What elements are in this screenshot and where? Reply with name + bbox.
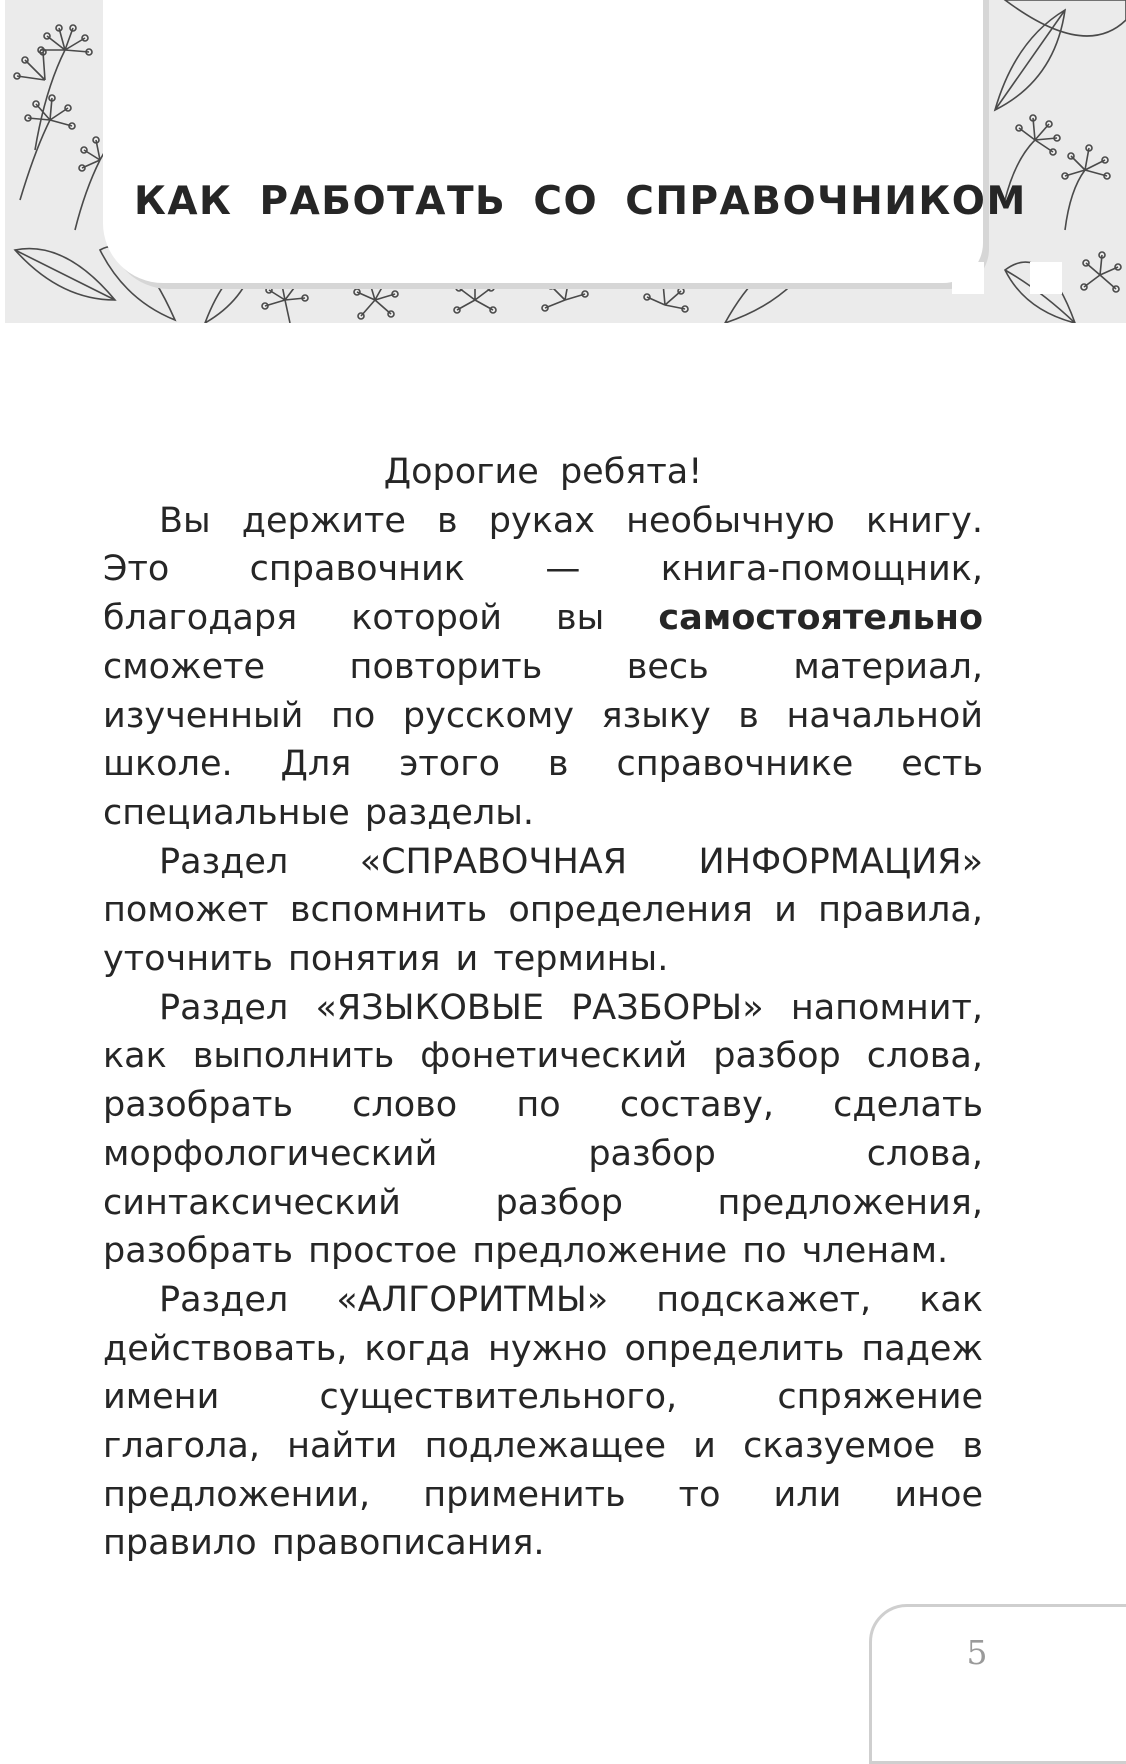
umbel-flower-icon [354, 277, 398, 319]
paragraph-intro [103, 497, 983, 838]
paragraph-intro-part: Вы держите в руках необычную книгу. Это справочник — книга-помощник, благодаря которой вы [103, 500, 983, 639]
page-number-tab [869, 1604, 1126, 1764]
greeting: Дорогие ребята! [383, 452, 703, 492]
paragraph-intro-part: сможете повторить весь материал, изученный по русскому языку в начальной школе. Для этого в справочнике есть специальные разделы. [103, 646, 983, 833]
umbel-flower-icon [35, 25, 92, 150]
paragraph-algorithms-section: Раздел «АЛГОРИТМЫ» подскажет, как действовать, когда нужно определить падеж имени существительного, спряжение глагола, найти подлежащее и сказуемое в предложении, применить то или иное правило правописания. [103, 1279, 983, 1564]
intro-text [103, 448, 983, 1568]
umbel-flower-icon [20, 95, 75, 200]
decorative-square-icon [1030, 262, 1062, 294]
leaf-icon [1005, 0, 1126, 36]
page-number: 5 [966, 1633, 988, 1672]
paragraph-reference-section: Раздел «СПРАВОЧНАЯ ИНФОРМАЦИЯ» поможет вспомнить определения и правила, уточнить понятия и термины. [103, 841, 983, 980]
umbel-flower-icon [644, 280, 688, 312]
umbel-flower-icon [1081, 252, 1121, 292]
page-title: КАК РАБОТАТЬ СО СПРАВОЧНИКОМ [134, 179, 1027, 224]
umbel-flower-icon [262, 277, 308, 323]
decorative-square-icon [952, 262, 984, 294]
title-card [103, 0, 983, 283]
umbel-flower-icon [1062, 145, 1110, 230]
umbel-flower-icon [14, 49, 46, 80]
paragraph-analysis-section: Раздел «ЯЗЫКОВЫЕ РАЗБОРЫ» напомнит, как выполнить фонетический разбор слова, разобрать слово по составу, сделать морфологический разбор слова, синтаксический разбор предложения, разобрать простое предложение по членам. [103, 987, 983, 1272]
paragraph-intro-emphasis: самостоятельно [658, 598, 983, 639]
